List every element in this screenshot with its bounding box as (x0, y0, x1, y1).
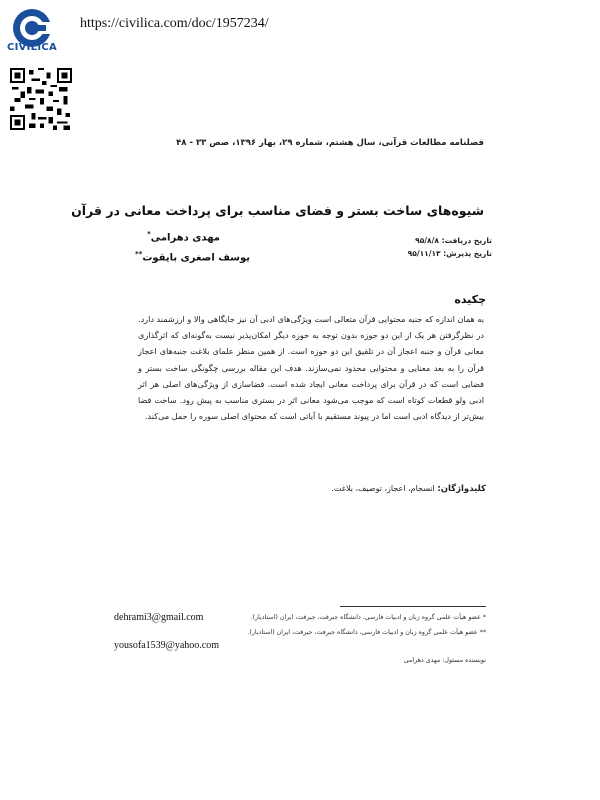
accepted-date: تاریخ پذیرش: ۹۵/۱۱/۱۳ (407, 249, 492, 258)
author-1-name: مهدی دهرامی (150, 232, 220, 244)
footnote-divider (340, 606, 486, 607)
paper-title: شیوه‌های ساخت بستر و فضای مناسب برای پرداخت معانی در قرآن (71, 203, 484, 218)
author-1-email-link[interactable]: dehrami3@gmail.com (114, 612, 204, 623)
author-1-mark: * (147, 230, 151, 238)
footnote-1: * عضو هیأت علمی گروه زبان و ادبیات فارسی، دانشگاه جیرفت، جیرفت، ایران (استادیار). (250, 614, 486, 621)
abstract-body: به همان اندازه که جنبه محتوایی قرآن متعالی است ویژگی‌های ادبی آن نیز جایگاهی والا و ارزشمند دارد. در نظرگرفتن هر یک از این دو حوزه بدون توجه به حوزه دیگر امکان‌پذیر نیست به‌گونه‌ای که اثرگذاری معانی قرآن و جنبه اعجاز آن در تلفیق این دو حوزه است. از همین منظر علمای بلاغت جنبه‌های اعجاز قرآن را به بعد معنایی و محتوایی محدود نمی‌سازند. هدف این مقاله بررسی چگونگی ساخت بستر و فضایی است که در قرآن برای پرداخت معانی ایجاد شده است. فضاسازی از ویژگی‌های اصلی هر اثر ادبی ولو قطعات کوتاه است که موجب می‌شود معانی اثر در بستری مناسب به پیش رود. ساخت فضا بیش‌تر از دیدگاه ادبی است اما در پیوند مستقیم با آیاتی است که محتوای اصلی سوره را حمل می‌کند. (138, 314, 484, 422)
author-2-name: یوسف اصغری بایقوت (142, 252, 250, 264)
document-url-link[interactable]: https://civilica.com/doc/1957234/ (80, 16, 269, 31)
keywords-list: انسجام، اعجاز، توصیف، بلاغت. (331, 484, 435, 493)
footnote-2: ** عضو هیأت علمی گروه زبان و ادبیات فارسی، دانشگاه جیرفت، جیرفت، ایران (استادیار). (247, 629, 486, 636)
journal-citation: فصلنامه مطالعات قرآنی، سال هشتم، شماره ۲۹، بهار ۱۳۹۶، صص ۳۳ - ۴۸ (176, 138, 484, 148)
keywords-label: کلیدواژگان: (437, 484, 486, 494)
author-1 (147, 230, 220, 243)
keywords (146, 484, 486, 494)
author-2-mark: ** (135, 250, 143, 258)
received-date: تاریخ دریافت: ۹۵/۸/۸ (415, 236, 492, 245)
qr-code-icon (10, 68, 72, 130)
abstract-heading: چکیده (454, 293, 486, 306)
corresponding-author-note: نویسنده مسئول: مهدی دهرامی (403, 657, 486, 664)
author-2-email-link[interactable]: yousofa1539@yahoo.com (114, 640, 220, 651)
logo-text: CIVILICA (6, 42, 58, 53)
author-2 (135, 250, 250, 263)
